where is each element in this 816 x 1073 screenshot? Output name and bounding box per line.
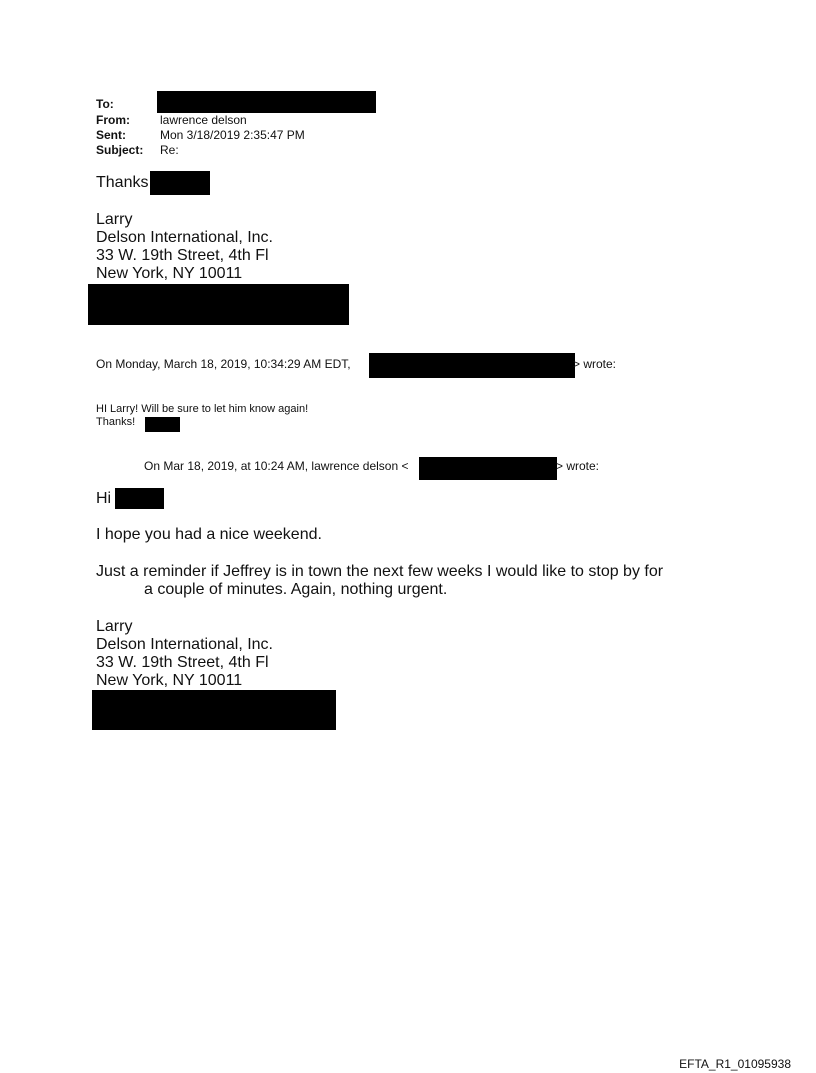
- to-label: To:: [96, 97, 114, 111]
- quoted-2-para2-line2: a couple of minutes. Again, nothing urgent.: [144, 581, 448, 598]
- quoted-2-para1: I hope you had a nice weekend.: [96, 526, 322, 543]
- signature-company: Delson International, Inc.: [96, 229, 273, 246]
- signature-city: New York, NY 10011: [96, 672, 243, 689]
- quoted-1-intro: On Monday, March 18, 2019, 10:34:29 AM EDT,: [96, 357, 351, 371]
- quoted-1-line2: Thanks!: [96, 416, 136, 428]
- subject-label: Subject:: [96, 143, 144, 157]
- quoted-2-wrote: > wrote:: [556, 459, 600, 473]
- quoted-1-sender-redaction: [369, 353, 575, 378]
- signature-contact-redaction: [88, 284, 349, 325]
- signature-company: Delson International, Inc.: [96, 636, 273, 653]
- document-id: EFTA_R1_01095938: [679, 1057, 791, 1071]
- sent-value: Mon 3/18/2019 2:35:47 PM: [160, 128, 305, 142]
- signature-street: 33 W. 19th Street, 4th Fl: [96, 247, 269, 264]
- signature-street: 33 W. 19th Street, 4th Fl: [96, 654, 269, 671]
- to-redaction: [157, 91, 376, 113]
- subject-value: Re:: [160, 143, 179, 157]
- signature-contact-redaction: [92, 690, 336, 730]
- from-value: lawrence delson: [160, 113, 247, 127]
- from-label: From:: [96, 113, 130, 127]
- signature-name: Larry: [96, 211, 133, 228]
- thanks-text: Thanks: [96, 174, 149, 191]
- signature-city: New York, NY 10011: [96, 265, 243, 282]
- sent-label: Sent:: [96, 128, 126, 142]
- quoted-1-wrote: > wrote:: [573, 357, 617, 371]
- quoted-2-intro: On Mar 18, 2019, at 10:24 AM, lawrence delson <: [144, 459, 409, 473]
- quoted-2-para2-line1: Just a reminder if Jeffrey is in town the next few weeks I would like to stop by for: [96, 563, 664, 580]
- quoted-2-greeting-redaction: [115, 488, 164, 509]
- thanks-name-redaction: [150, 171, 210, 195]
- quoted-1-line1: HI Larry! Will be sure to let him know again!: [96, 403, 309, 415]
- signature-name: Larry: [96, 618, 133, 635]
- quoted-1-name-redaction: [145, 417, 180, 432]
- quoted-2-email-redaction: [419, 457, 557, 480]
- quoted-2-greeting: Hi: [96, 490, 112, 507]
